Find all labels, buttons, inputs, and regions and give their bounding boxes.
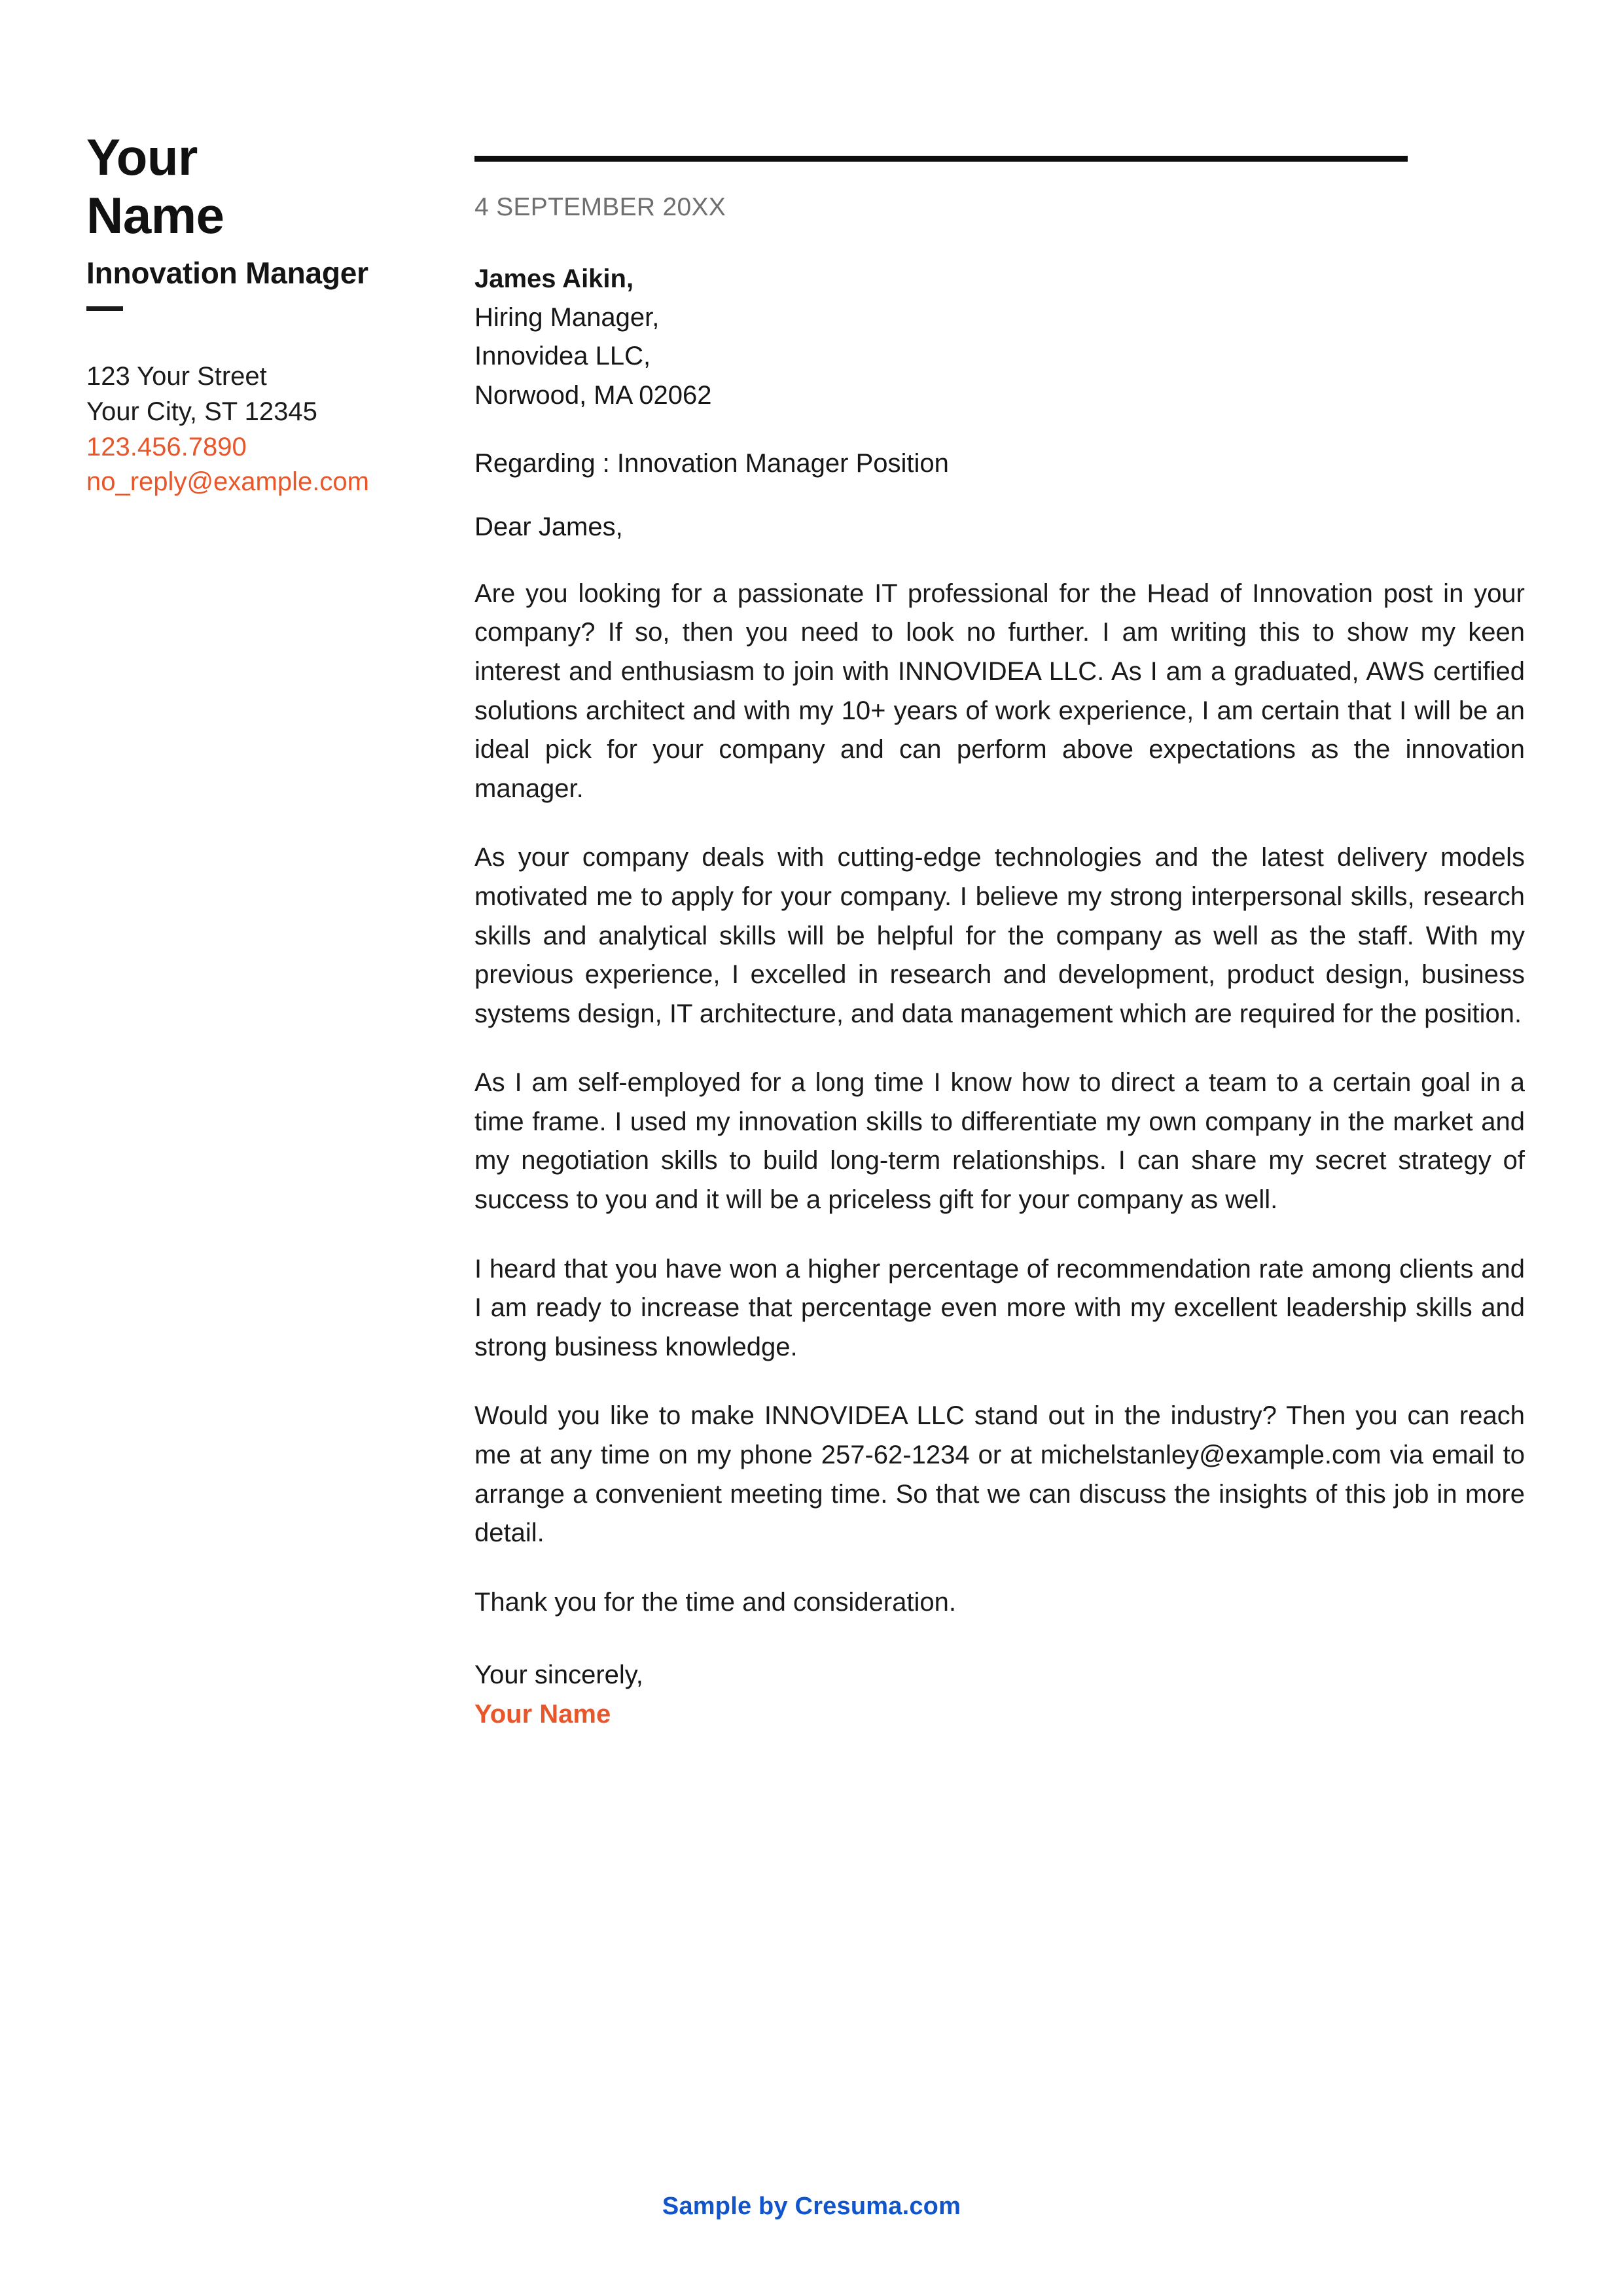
sender-email[interactable]: no_reply@example.com [86, 467, 369, 497]
header-rule [474, 156, 1408, 162]
footer-credit[interactable]: Sample by Cresuma.com [662, 2193, 961, 2220]
closing-signature-name: Your Name [474, 1699, 611, 1729]
recipient-company: Innovidea LLC, [474, 342, 651, 371]
title-divider-dash [86, 306, 123, 311]
recipient-location: Norwood, MA 02062 [474, 380, 712, 410]
sender-street-address: 123 Your Street [86, 362, 267, 391]
sender-last-name: Name [86, 186, 224, 244]
letter-paragraph: As I am self-employed for a long time I know how to direct a team to a certain goal in a time frame. I used my innovation skills to differentiate my own company in the market and my negotiation skills to build long-term relationships. I can share my secret strategy of success to you and it will be a priceless gift for your company as well. [474, 1068, 1525, 1215]
letter-paragraphs [474, 575, 1525, 1623]
letter-subject: Regarding : Innovation Manager Position [474, 448, 949, 478]
letter-salutation: Dear James, [474, 512, 623, 541]
recipient-name: James Aikin, [474, 264, 634, 293]
sender-sidebar [86, 128, 427, 500]
letter-paragraph: Are you looking for a passionate IT professional for the Head of Innovation post in your company? If so, then you need to look no further. I am writing this to show my keen interest and enthusiasm to join with INNOVIDEA LLC. As I am a graduated, AWS certified solutions architect and with my 10+ years of work experience, I am certain that I will be an ideal pick for your company and can perform above expectations as the innovation manager. [474, 579, 1525, 803]
sender-city-address: Your City, ST 12345 [86, 397, 317, 426]
letter-paragraph: As your company deals with cutting-edge technologies and the latest delivery models motivated me to apply for your company. I believe my strong interpersonal skills, research skills and analytical skills will be helpful for the company as well as the staff. With my previous experience, I excelled in research and development, product design, business systems design, IT architecture, and data management which are required for the position. [474, 843, 1525, 1028]
letter-paragraph: Would you like to make INNOVIDEA LLC stand out in the industry? Then you can reach me at any time on my phone 257-62-1234 or at michelstanley@example.com via email to arrange a convenient meeting time. So that we can discuss the insights of this job in more detail. [474, 1401, 1525, 1548]
sender-contact-block [86, 359, 427, 499]
letter-paragraph: Thank you for the time and consideration. [474, 1587, 956, 1617]
sender-phone[interactable]: 123.456.7890 [86, 432, 247, 461]
closing-phrase: Your sincerely, [474, 1660, 643, 1690]
recipient-block [474, 260, 1525, 415]
sender-name [86, 128, 427, 245]
recipient-title: Hiring Manager, [474, 303, 660, 332]
letter-date: 4 SEPTEMBER 20XX [474, 193, 726, 221]
letter-paragraph: I heard that you have won a higher percentage of recommendation rate among clients and I am ready to increase that percentage even more with my excellent leadership skills and strong business knowledge. [474, 1254, 1525, 1361]
sender-first-name: Your [86, 128, 198, 186]
letter-closing [474, 1656, 1525, 1733]
sender-job-title: Innovation Manager [86, 255, 368, 290]
letter-body [474, 128, 1525, 1734]
